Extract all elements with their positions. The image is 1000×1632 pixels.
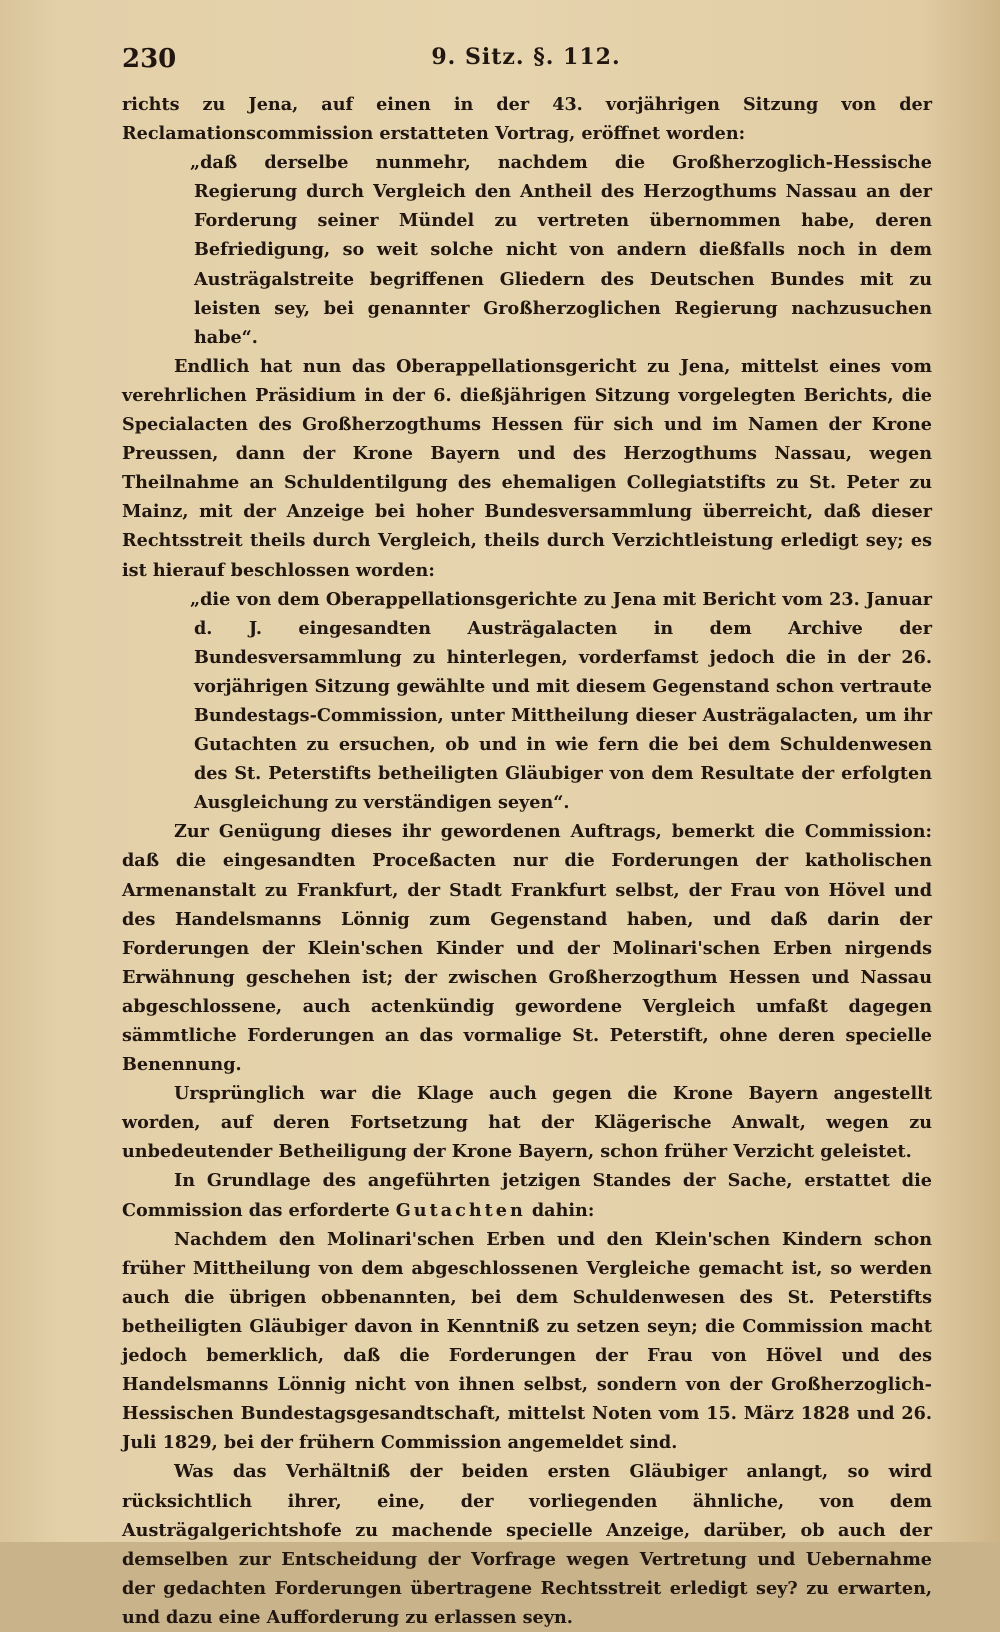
paragraph-1: richts zu Jena, auf einen in der 43. vorjährigen Sitzung von der Reclamationscommission erstatteten Vortrag, eröffnet worden: — [122, 94, 932, 145]
page-header — [122, 44, 930, 80]
paragraph-2: Endlich hat nun das Oberappellationsgericht zu Jena, mittelst eines vom verehrlichen Präsidium in der 6. dießjährigen Sitzung vorgelegten Berichts, die Specialacten des Großherzogthums Hessen für sich und im Namen der Krone Preussen, dann der Krone Bayern und des Herzogthums Nassau, wegen Theilnahme an Schuldentilgung des ehemaligen Collegiatstifts zu St. Peter zu Mainz, mit der Anzeige bei hoher Bundesversammlung überreicht, daß dieser Rechtsstreit theils durch Vergleich, theils durch Verzichtleistung erledigt sey; es ist hierauf beschlossen worden: — [122, 355, 932, 581]
running-head: 9. Sitz. §. 112. — [431, 44, 621, 70]
quote-2: „die von dem Oberappellationsgerichte zu Jena mit Bericht vom 23. Januar d. J. eingesandten Austrägalacten in dem Archive der Bundesversammlung zu hinterlegen, vorderfamst jedoch die in der 26. vorjährigen Sitzung gewählte und mit diesem Gegenstand schon vertraute Bundestags-Commission, unter Mittheilung dieser Austrägalacten, um ihr Gutachten zu ersuchen, ob und in wie fern die bei dem Schuldenwesen des St. Peterstifts betheiligten Gläubiger von dem Resultate der erfolgten Ausgleichung zu verständigen seyen“. — [190, 588, 932, 814]
paragraph-5-after: dahin: — [525, 1199, 595, 1221]
paragraph-5 — [122, 1166, 932, 1224]
paragraph-4: Ursprünglich war die Klage auch gegen die Krone Bayern angestellt worden, auf deren Fortsetzung hat der Klägerische Anwalt, wegen zu unbedeutender Betheiligung der Krone Bayern, schon früher Verzicht geleistet. — [122, 1083, 932, 1163]
paragraph-7: Was das Verhältniß der beiden ersten Gläubiger anlangt, so wird rücksichtlich ihrer, eine, der vorliegenden ähnliche, von dem Austrägalgerichtshofe zu machende specielle Anzeige, darüber, ob auch der demselben zur Entscheidung der Vorfrage wegen Vertretung und Uebernahme der gedachten Forderungen übertragene Rechtsstreit erledigt sey? zu erwarten, und dazu eine Aufforderung zu erlassen seyn. — [122, 1461, 932, 1628]
spaced-word-gutachten: Gutachten — [395, 1199, 526, 1221]
page-number: 230 — [122, 44, 177, 74]
paragraph-3: Zur Genügung dieses ihr gewordenen Auftrags, bemerkt die Commission: daß die eingesandten Proceßacten nur die Forderungen der katholischen Armenanstalt zu Frankfurt, der Stadt Frankfurt selbst, der Frau von Hövel und des Handelsmanns Lönnig zum Gegenstand haben, und daß darin der Forderungen der Klein'schen Kinder und der Molinari'schen Erben nirgends Erwähnung geschehen ist; der zwischen Großherzogthum Hessen und Nassau abgeschlossene, auch actenkündig gewordene Vergleich umfaßt dagegen sämmtliche Forderungen an das vormalige St. Peterstift, ohne deren specielle Benennung. — [122, 821, 932, 1076]
paragraph-6: Nachdem den Molinari'schen Erben und den Klein'schen Kindern schon früher Mittheilung von dem abgeschlossenen Vergleiche gemacht ist, so werden auch die übrigen obbenannten, bei dem Schuldenwesen des St. Peterstifts betheiligten Gläubiger davon in Kenntniß zu setzen seyn; die Commission macht jedoch bemerklich, daß die Forderungen der Frau von Hövel und des Handelsmanns Lönnig nicht von ihnen selbst, sondern von der Großherzoglich-Hessischen Bundestagsgesandtschaft, mittelst Noten vom 15. März 1828 und 26. Juli 1829, bei der frühern Commission angemeldet sind. — [122, 1228, 932, 1454]
paragraph-5-before: In Grundlage des angeführten jetzigen Standes der Sache, erstattet die Commission das erforderte — [122, 1170, 932, 1221]
quote-1: „daß derselbe nunmehr, nachdem die Großherzoglich-Hessische Regierung durch Vergleich den Antheil des Herzogthums Nassau an der Forderung seiner Mündel zu vertreten übernommen habe, deren Befriedigung, so weit solche nicht von andern dießfalls noch in dem Austrägalstreite begriffenen Gliedern des Deutschen Bundes mit zu leisten sey, bei genannter Großherzoglichen Regierung nachzusuchen habe“. — [190, 152, 932, 348]
body-text — [122, 90, 932, 1632]
